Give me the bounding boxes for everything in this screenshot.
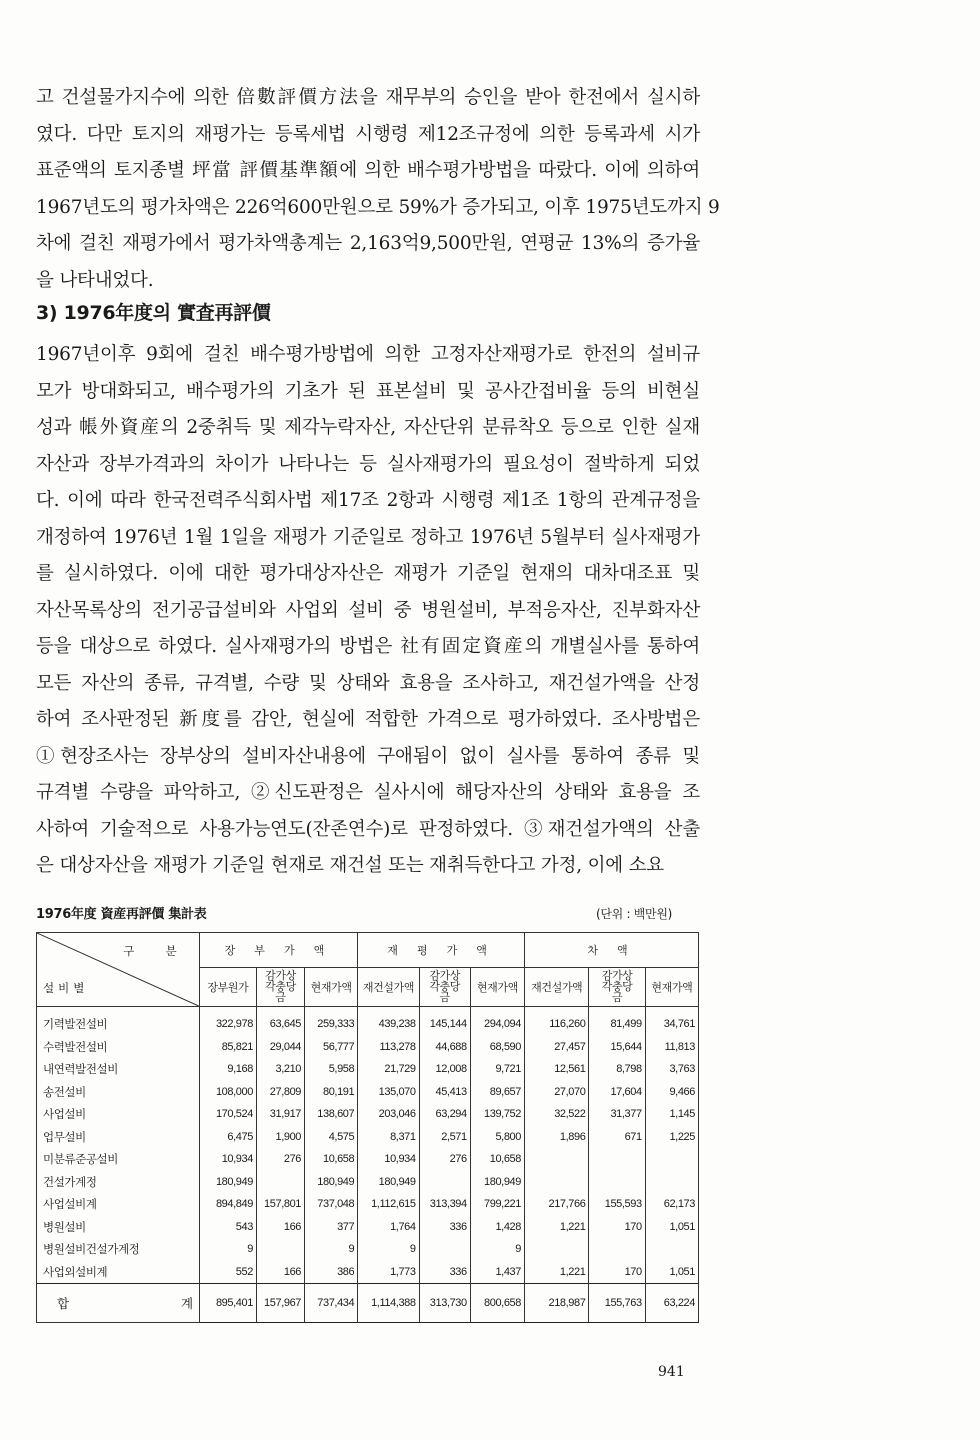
paragraph-2-line: 자산목록상의 전기공급설비와 사업외 설비 중 병원설비, 부적응자산, 진부화자산	[36, 599, 700, 621]
subheader-cell: 재건설가액	[358, 968, 419, 1007]
value-cell	[525, 1148, 589, 1171]
value-cell: 10,658	[305, 1148, 358, 1171]
value-cell: 8,371	[358, 1126, 419, 1149]
subheader-text: 감가상각충당금	[265, 969, 296, 1004]
row-label: 업무설비	[37, 1126, 200, 1149]
total-value-cell: 313,730	[419, 1284, 470, 1323]
paragraph-2-line: 개정하여 1976년 1월 1일을 재평가 기준일로 정하고 1976년 5월부터 실사재평가	[36, 526, 700, 548]
row-label: 송전설비	[37, 1081, 200, 1104]
value-cell: 15,644	[589, 1036, 645, 1059]
table-row	[37, 1103, 699, 1126]
group-header-revalued-value: 재 평 가 액	[358, 933, 525, 968]
value-cell: 135,070	[358, 1081, 419, 1104]
row-label: 미분류준공설비	[37, 1148, 200, 1171]
corner-bottom-label: 설비별	[43, 983, 89, 995]
value-cell	[589, 1171, 645, 1194]
value-cell: 138,607	[305, 1103, 358, 1126]
value-cell: 1,225	[645, 1126, 698, 1149]
value-cell: 336	[419, 1261, 470, 1284]
value-cell	[589, 1238, 645, 1261]
value-cell: 1,900	[256, 1126, 304, 1149]
total-row	[37, 1284, 699, 1323]
subheader-cell	[589, 968, 645, 1007]
value-cell: 377	[305, 1216, 358, 1239]
value-cell: 89,657	[470, 1081, 524, 1104]
value-cell: 9,466	[645, 1081, 698, 1104]
table-row	[37, 1058, 699, 1081]
paragraph-2-line: 모든 자산의 종류, 규격별, 수량 및 상태와 효용을 조사하고, 재건설가액을 산정	[36, 672, 700, 694]
subheader-cell	[419, 968, 470, 1007]
subheader-text: 감가상각충당금	[601, 969, 633, 1004]
value-cell: 8,798	[589, 1058, 645, 1081]
value-cell: 1,773	[358, 1261, 419, 1284]
row-label: 수력발전설비	[37, 1036, 200, 1059]
value-cell: 10,934	[199, 1148, 256, 1171]
value-cell: 3,763	[645, 1058, 698, 1081]
value-cell: 81,499	[589, 1007, 645, 1036]
value-cell: 27,809	[256, 1081, 304, 1104]
paragraph-2-line: 자산과 장부가격과의 차이가 나타나는 등 실사재평가의 필요성이 절박하게 되었	[36, 453, 700, 475]
value-cell: 80,191	[305, 1081, 358, 1104]
value-cell	[419, 1171, 470, 1194]
subheader-cell: 현재가액	[305, 968, 358, 1007]
value-cell: 139,752	[470, 1103, 524, 1126]
value-cell	[525, 1171, 589, 1194]
value-cell: 170	[589, 1261, 645, 1284]
value-cell: 203,046	[358, 1103, 419, 1126]
value-cell: 62,173	[645, 1193, 698, 1216]
row-label: 기력발전설비	[37, 1007, 200, 1036]
value-cell: 5,958	[305, 1058, 358, 1081]
paragraph-2-line: 다. 이에 따라 한국전력주식회사법 제17조 2항과 시행령 제1조 1항의 관계규정을	[36, 490, 700, 511]
value-cell: 170,524	[199, 1103, 256, 1126]
value-cell: 56,777	[305, 1036, 358, 1059]
table-row	[37, 1193, 699, 1216]
value-cell: 4,575	[305, 1126, 358, 1149]
value-cell: 9	[199, 1238, 256, 1261]
row-label: 건설가계정	[37, 1171, 200, 1194]
paragraph-2	[36, 337, 700, 885]
row-label: 병원설비건설가계정	[37, 1238, 200, 1261]
value-cell: 1,145	[645, 1103, 698, 1126]
value-cell: 9,721	[470, 1058, 524, 1081]
value-cell: 1,764	[358, 1216, 419, 1239]
value-cell: 3,210	[256, 1058, 304, 1081]
subheader-cell: 현재가액	[645, 968, 698, 1007]
value-cell: 31,377	[589, 1103, 645, 1126]
value-cell: 10,934	[358, 1148, 419, 1171]
value-cell: 63,645	[256, 1007, 304, 1036]
paragraph-2-line: 등을 대상으로 하였다. 실사재평가의 방법은 社有固定資産의 개별실사를 통하여	[36, 636, 700, 657]
paragraph-2-line: 모가 방대화되고, 배수평가의 기초가 된 표본설비 및 공사간접비율 등의 비현실	[36, 380, 701, 402]
table-title: 1976年度 資産再評價 集計表	[36, 907, 207, 922]
value-cell: 9	[470, 1238, 524, 1261]
value-cell: 116,260	[525, 1007, 589, 1036]
value-cell: 12,561	[525, 1058, 589, 1081]
subheader-cell: 현재가액	[470, 968, 524, 1007]
subheader-cell: 장부원가	[199, 968, 256, 1007]
value-cell: 552	[199, 1261, 256, 1284]
paragraph-1-line: 표준액의 토지종별 坪當 評價基準額에 의한 배수평가방법을 따랐다. 이에 의하여	[36, 160, 700, 181]
table-row	[37, 1036, 699, 1059]
value-cell: 21,729	[358, 1058, 419, 1081]
value-cell: 166	[256, 1216, 304, 1239]
value-cell: 155,593	[589, 1193, 645, 1216]
asset-revaluation-table	[36, 932, 699, 1323]
total-value-cell: 895,401	[199, 1284, 256, 1323]
value-cell: 2,571	[419, 1126, 470, 1149]
corner-top-label: 구 분	[123, 946, 191, 958]
value-cell	[256, 1238, 304, 1261]
table-row	[37, 1126, 699, 1149]
value-cell: 543	[199, 1216, 256, 1239]
paragraph-2-line: 은 대상자산을 재평가 기준일 현재로 재건설 또는 재취득한다고 가정, 이에 소요	[36, 855, 664, 876]
value-cell: 894,849	[199, 1193, 256, 1216]
paragraph-1-line: 였다. 다만 토지의 재평가는 등록세법 시행령 제12조규정에 의한 등록과세 시가	[36, 123, 700, 145]
subheader-text: 감가상각충당금	[429, 969, 461, 1004]
row-label: 내연력발전설비	[37, 1058, 200, 1081]
value-cell: 671	[589, 1126, 645, 1149]
value-cell: 63,294	[419, 1103, 470, 1126]
table-row	[37, 1216, 699, 1239]
value-cell: 12,008	[419, 1058, 470, 1081]
value-cell	[589, 1148, 645, 1171]
value-cell: 1,896	[525, 1126, 589, 1149]
value-cell: 276	[256, 1148, 304, 1171]
paragraph-2-line: 성과 帳外資産의 2중취득 및 제각누락자산, 자산단위 분류착오 등으로 인한 실재	[36, 417, 700, 438]
paragraph-1	[36, 80, 720, 299]
total-label-part: 합	[57, 1297, 69, 1311]
value-cell: 11,813	[645, 1036, 698, 1059]
value-cell: 1,051	[645, 1261, 698, 1284]
total-value-cell: 63,224	[645, 1284, 698, 1323]
section-heading: 3) 1976年度의 實査再評價	[36, 302, 271, 324]
row-label: 사업설비	[37, 1103, 200, 1126]
total-label	[37, 1284, 200, 1323]
value-cell: 1,221	[525, 1216, 589, 1239]
value-cell: 31,917	[256, 1103, 304, 1126]
value-cell: 68,590	[470, 1036, 524, 1059]
value-cell	[419, 1238, 470, 1261]
total-value-cell: 218,987	[525, 1284, 589, 1323]
value-cell: 336	[419, 1216, 470, 1239]
value-cell: 9	[358, 1238, 419, 1261]
paragraph-1-line: 고 건설물가지수에 의한 倍數評價方法을 재무부의 승인을 받아 한전에서 실시하	[36, 87, 700, 108]
value-cell: 29,044	[256, 1036, 304, 1059]
value-cell: 10,658	[470, 1148, 524, 1171]
value-cell: 1,221	[525, 1261, 589, 1284]
value-cell: 6,475	[199, 1126, 256, 1149]
value-cell: 27,457	[525, 1036, 589, 1059]
paragraph-2-line: 사하여 기술적으로 사용가능연도(잔존연수)로 판정하였다. ③재건설가액의 산출	[36, 818, 700, 840]
total-value-cell: 800,658	[470, 1284, 524, 1323]
page-number: 941	[658, 1364, 685, 1380]
paragraph-2-line: 규격별 수량을 파악하고, ②신도판정은 실사시에 해당자산의 상태와 효용을 조	[36, 782, 700, 803]
row-label: 사업외설비계	[37, 1261, 200, 1284]
value-cell: 180,949	[305, 1171, 358, 1194]
total-value-cell: 155,763	[589, 1284, 645, 1323]
value-cell: 217,766	[525, 1193, 589, 1216]
value-cell: 1,051	[645, 1216, 698, 1239]
value-cell: 157,801	[256, 1193, 304, 1216]
paragraph-2-line: 를 실시하였다. 이에 대한 평가대상자산은 재평가 기준일 현재의 대차대조표 및	[36, 563, 701, 584]
table-unit: (단위 : 백만원)	[596, 907, 672, 921]
value-cell	[256, 1171, 304, 1194]
value-cell: 166	[256, 1261, 304, 1284]
value-cell: 322,978	[199, 1007, 256, 1036]
table-row	[37, 1148, 699, 1171]
value-cell: 294,094	[470, 1007, 524, 1036]
value-cell: 180,949	[358, 1171, 419, 1194]
total-label-part: 계	[180, 1297, 193, 1311]
value-cell: 386	[305, 1261, 358, 1284]
value-cell: 45,413	[419, 1081, 470, 1104]
subheader-cell: 재건설가액	[525, 968, 589, 1007]
table-row	[37, 1171, 699, 1194]
paragraph-2-line: 1967년이후 9회에 걸친 배수평가방법에 의한 고정자산재평가로 한전의 설비규	[36, 344, 700, 365]
value-cell: 439,238	[358, 1007, 419, 1036]
total-value-cell: 1,114,388	[358, 1284, 419, 1323]
table-body	[37, 1007, 699, 1323]
table-row	[37, 1007, 699, 1036]
value-cell: 737,048	[305, 1193, 358, 1216]
table-row	[37, 1081, 699, 1104]
total-value-cell: 157,967	[256, 1284, 304, 1323]
value-cell: 259,333	[305, 1007, 358, 1036]
value-cell: 180,949	[199, 1171, 256, 1194]
paragraph-1-line: 차에 걸친 재평가에서 평가차액총계는 2,163억9,500만원, 연평균 13%의 증가율	[36, 233, 700, 254]
value-cell: 85,821	[199, 1036, 256, 1059]
subheader-cell	[256, 968, 304, 1007]
row-label: 사업설비계	[37, 1193, 200, 1216]
value-cell: 108,000	[199, 1081, 256, 1104]
value-cell: 145,144	[419, 1007, 470, 1036]
value-cell	[645, 1171, 698, 1194]
value-cell: 180,949	[470, 1171, 524, 1194]
value-cell: 170	[589, 1216, 645, 1239]
paragraph-1-line: 1967년도의 평가차액은 226억600만원으로 59%가 증가되고, 이후 1975년도까지 9	[36, 196, 720, 218]
value-cell	[645, 1148, 698, 1171]
value-cell: 276	[419, 1148, 470, 1171]
value-cell: 32,522	[525, 1103, 589, 1126]
value-cell: 17,604	[589, 1081, 645, 1104]
value-cell	[525, 1238, 589, 1261]
paragraph-1-line: 을 나타내었다.	[36, 269, 154, 291]
value-cell: 1,112,615	[358, 1193, 419, 1216]
value-cell: 5,800	[470, 1126, 524, 1149]
value-cell: 9	[305, 1238, 358, 1261]
paragraph-2-line: 하여 조사판정된 新度를 감안, 현실에 적합한 가격으로 평가하였다. 조사방법은	[36, 709, 700, 730]
group-header-difference: 차 액	[525, 933, 699, 968]
row-label: 병원설비	[37, 1216, 200, 1239]
value-cell: 34,761	[645, 1007, 698, 1036]
value-cell: 9,168	[199, 1058, 256, 1081]
value-cell: 44,688	[419, 1036, 470, 1059]
table-row	[37, 1238, 699, 1261]
group-header-book-value: 장 부 가 액	[199, 933, 358, 968]
value-cell	[645, 1238, 698, 1261]
value-cell: 799,221	[470, 1193, 524, 1216]
value-cell: 1,428	[470, 1216, 524, 1239]
value-cell: 113,278	[358, 1036, 419, 1059]
value-cell: 1,437	[470, 1261, 524, 1284]
table-row	[37, 1261, 699, 1284]
paragraph-2-line: ①현장조사는 장부상의 설비자산내용에 구애됨이 없이 실사를 통하여 종류 및	[36, 745, 700, 767]
total-value-cell: 737,434	[305, 1284, 358, 1323]
table-corner-cell	[37, 933, 200, 1007]
value-cell: 313,394	[419, 1193, 470, 1216]
value-cell: 27,070	[525, 1081, 589, 1104]
